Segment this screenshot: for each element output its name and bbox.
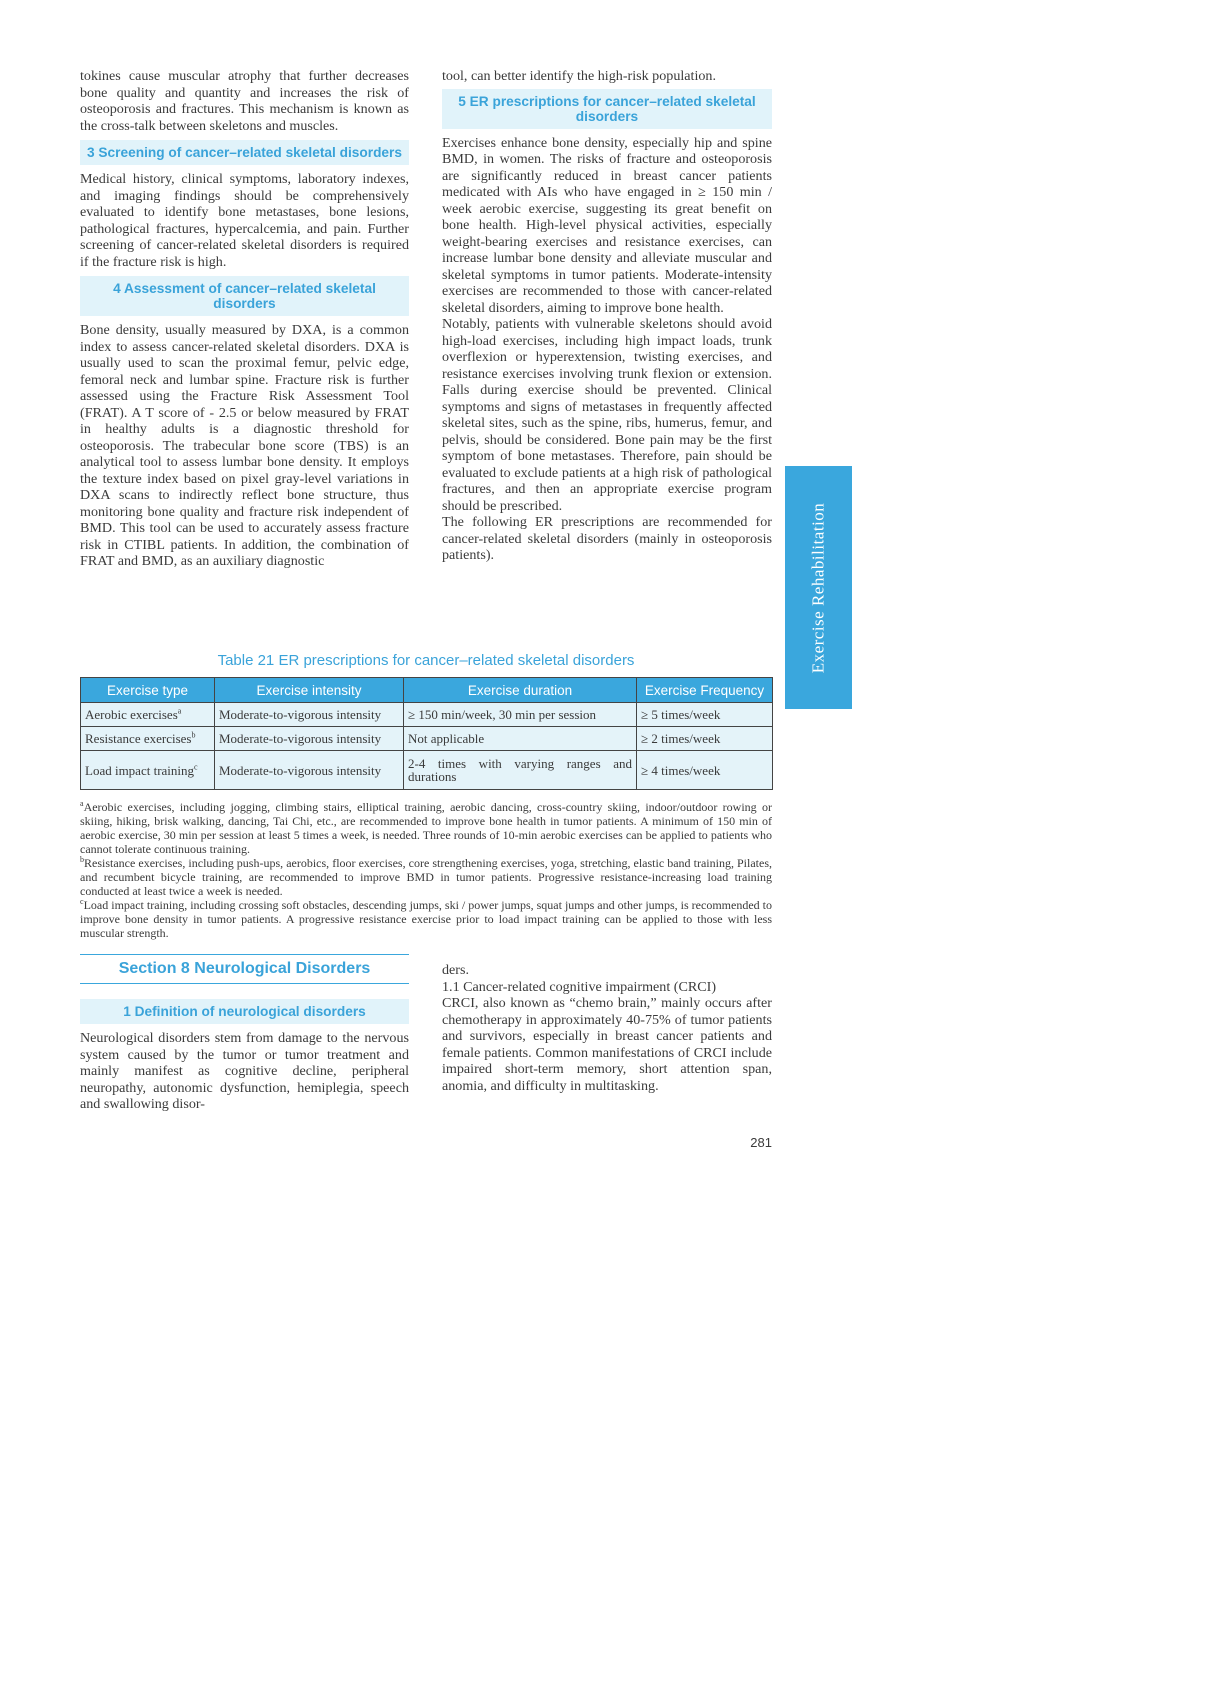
- cell-exercise-type: Load impact training$^c$: [81, 751, 215, 790]
- right-column-top: [442, 68, 772, 564]
- paragraph: Notably, patients with vulnerable skeletons should avoid high-load exercises, including high impact loads, trunk overflexion or hyperextension, twisting exercises, and resistance exercises involving trunk flexion or extension. Falls during exercise should be prevented. Clinical symptoms and signs of metastases in frequently affected skeletal sites, such as the spine, ribs, humerus, femur, and pelvis, should be considered. Bone pain may be the first symptom of bone metastases. Therefore, pain should be evaluated to exclude patients at a high risk of pathological fractures, and then an appropriate exercise program should be prescribed.: [442, 316, 772, 514]
- cell-duration: ≥ 150 min/week, 30 min per session: [404, 703, 637, 727]
- subheading: 1.1 Cancer-related cognitive impairment (CRCI): [442, 978, 717, 995]
- column-header: Exercise duration: [404, 678, 637, 703]
- column-header: Exercise type: [81, 678, 215, 703]
- right-column-bottom: [442, 962, 772, 1094]
- footnote: $^c$Load impact training, including crossing soft obstacles, descending jumps, ski / power jumps, squat jumps and other jumps, is recommended to improve bone density in tumor patients. A progressive resistance exercise prior to load impact training can be applied to those with less muscular strength.: [80, 897, 772, 940]
- table-caption: Table 21 ER prescriptions for cancer–related skeletal disorders: [217, 652, 635, 669]
- table-row: [81, 727, 773, 751]
- section-heading-screening: 3 Screening of cancer–related skeletal disorders: [80, 140, 409, 165]
- page-number: 281: [750, 1135, 772, 1150]
- cell-duration: 2-4 times with varying ranges and durations: [404, 751, 637, 790]
- cell-exercise-type: Resistance exercises$^b$: [81, 727, 215, 751]
- side-tab: [785, 466, 852, 709]
- side-tab-label: Exercise Rehabilitation: [808, 502, 828, 673]
- table-footnotes: [80, 800, 772, 940]
- column-header: Exercise Frequency: [637, 678, 773, 703]
- table-row: [81, 751, 773, 790]
- paragraph: Exercises enhance bone density, especially hip and spine BMD, in women. The risks of fracture and osteoporosis are significantly reduced in breast cancer patients medicated with AIs who have engaged in ≥ 150 min / week aerobic exercise, suggesting its great benefit on bone health. High-level physical activities, especially weight-bearing exercises and resistance exercises, can increase lumbar bone density and alleviate muscular and skeletal symptoms in tumor patients. Moderate-intensity exercises are recommended to those with cancer-related skeletal disorders, aiming to improve bone health.: [442, 134, 772, 316]
- cell-frequency: ≥ 2 times/week: [637, 727, 773, 751]
- footnote: $^b$Resistance exercises, including push-ups, aerobics, floor exercises, core strengthening exercises, yoga, stretching, elastic band training, Pilates, and recumbent bicycle training, are recommended to improve BMD in tumor patients. Progressive resistance-increasing load training conducted at least twice a week is needed.: [80, 855, 772, 898]
- cell-exercise-type: Aerobic exercises$^a$: [81, 703, 215, 727]
- cell-intensity: Moderate-to-vigorous intensity: [215, 703, 404, 727]
- paragraph: Bone density, usually measured by DXA, is a common index to assess cancer-related skeletal disorders. DXA is usually used to scan the proximal femur, pelvic edge, femoral neck and lumbar spine. Fracture risk is further assessed using the Fracture Risk Assessment Tool (FRAT). A T score of - 2.5 or below measured by FRAT in healthy adults is a diagnostic threshold for osteoporosis. The trabecular bone score (TBS) is an analytical tool to assess lumbar bone density. It employs the texture index based on pixel gray-level variations in DXA scans to indirectly reflect bone structure, thus monitoring bone quality and fracture risk independent of BMD. This tool can be used to accurately assess fracture risk in CTIBL patients. In addition, the combination of FRAT and BMD, as an auxiliary diagnostic: [80, 322, 409, 569]
- table-header-row: [81, 678, 773, 703]
- section-heading-definition: 1 Definition of neurological disorders: [80, 999, 409, 1024]
- paragraph: The following ER prescriptions are recommended for cancer-related skeletal disorders (mainly in osteoporosis patients).: [442, 514, 772, 563]
- footnote: $^a$Aerobic exercises, including jogging, climbing stairs, elliptical training, aerobic dancing, cross-country skiing, indoor/outdoor rowing or skiing, hiking, brisk walking, dancing, Tai Chi, etc., are recommended to improve bone health in tumor patients. A minimum of 150 min of aerobic exercise, 30 min per session at least 5 times a week, is needed. Three rounds of 10-min aerobic exercises can be applied to patients who cannot tolerate continuous training.: [80, 799, 772, 856]
- table-row: [81, 703, 773, 727]
- paragraph: ders.: [442, 962, 470, 978]
- cell-intensity: Moderate-to-vigorous intensity: [215, 727, 404, 751]
- paragraph: Medical history, clinical symptoms, laboratory indexes, and imaging findings should be comprehensively evaluated to identify bone metastases, bone lesions, pathological fractures, hypercalcemia, and pain. Further screening of cancer-related skeletal disorders is required if the fracture risk is high.: [80, 171, 409, 270]
- paragraph: CRCI, also known as “chemo brain,” mainly occurs after chemotherapy in approximately 40-75% of tumor patients and survivors, especially in breast cancer patients and female patients. Common manifestations of CRCI include impaired short-term memory, short attention span, anomia, and difficulty in multitasking.: [442, 995, 772, 1094]
- paragraph: tool, can better identify the high-risk population.: [442, 68, 716, 84]
- cell-duration: Not applicable: [404, 727, 637, 751]
- section-heading-assessment: 4 Assessment of cancer–related skeletal disorders: [80, 276, 409, 316]
- cell-intensity: Moderate-to-vigorous intensity: [215, 751, 404, 790]
- paragraph: Neurological disorders stem from damage to the nervous system caused by the tumor or tumor treatment and mainly manifest as cognitive decline, peripheral neuropathy, autonomic dysfunction, hemiplegia, speech and swallowing disor-: [80, 1030, 409, 1112]
- paragraph: tokines cause muscular atrophy that further decreases bone quality and quantity and increases the risk of osteoporosis and fractures. This mechanism is known as the cross-talk between skeletons and muscles.: [80, 68, 409, 134]
- left-column-bottom: [80, 999, 409, 1113]
- cell-frequency: ≥ 5 times/week: [637, 703, 773, 727]
- section-title: Section 8 Neurological Disorders: [80, 954, 409, 984]
- left-column-top: [80, 68, 409, 570]
- cell-frequency: ≥ 4 times/week: [637, 751, 773, 790]
- column-header: Exercise intensity: [215, 678, 404, 703]
- er-prescription-table: [80, 677, 773, 790]
- section-heading-er-prescriptions: 5 ER prescriptions for cancer–related skeletal disorders: [442, 89, 772, 129]
